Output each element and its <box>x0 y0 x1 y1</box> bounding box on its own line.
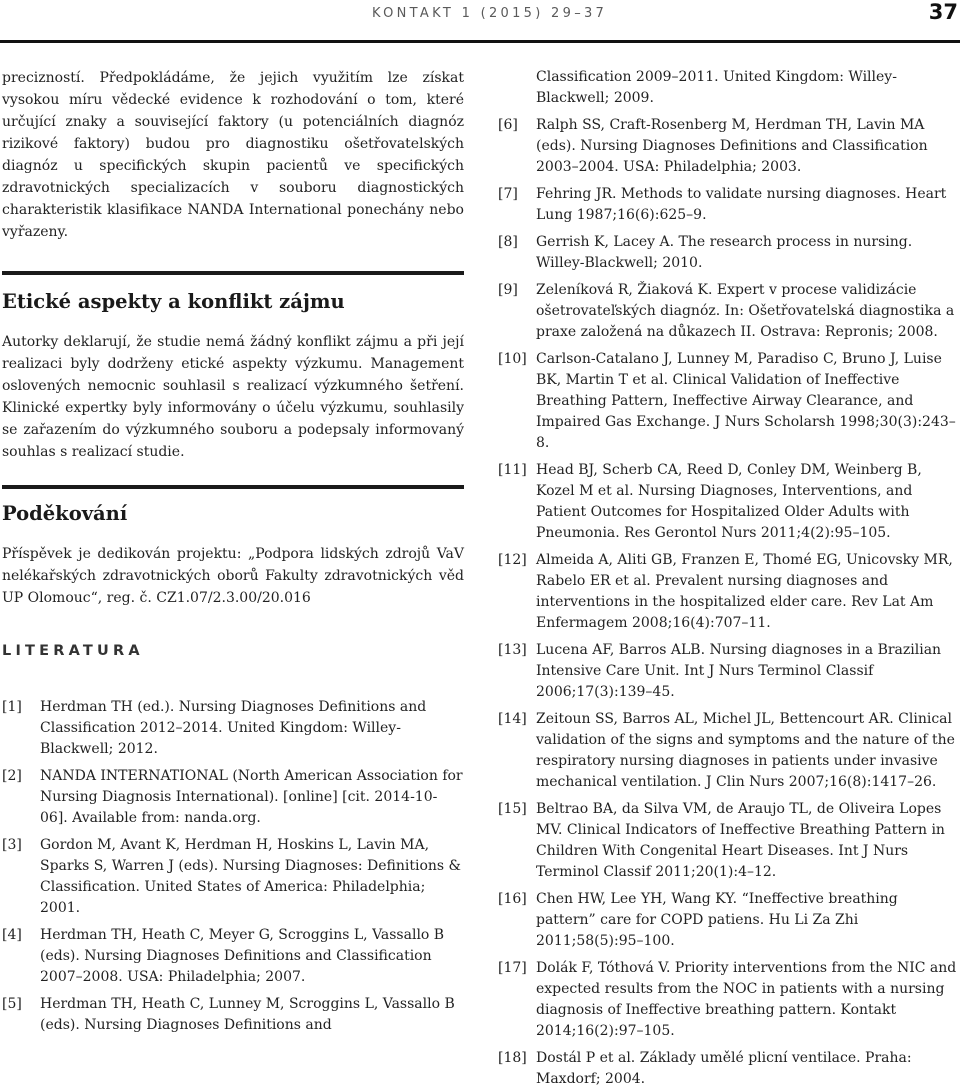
reference-text: Ralph SS, Craft-Rosenberg M, Herdman TH, Lavin MA (eds). Nursing Diagnoses Definitions and Classification 2003–2004. USA: Philadelphia; 2003. <box>536 117 928 175</box>
reference-item <box>498 184 958 226</box>
reference-item <box>2 994 464 1036</box>
reference-number: [18] <box>498 1050 527 1066</box>
reference-text: Chen HW, Lee YH, Wang KY. “Ineffective breathing pattern” care for COPD patiens. Hu Li Za Zhi 2011;58(5):95–100. <box>536 891 898 949</box>
acknowledgement-paragraph: Příspěvek je dedikován projektu: „Podpora lidských zdrojů VaV nelékařských zdravotnických oborů Fakulty zdravotnických věd UP Olomouc“, reg. č. CZ1.07/2.3.00/20.016 <box>2 546 464 606</box>
reference-number: [8] <box>498 234 518 250</box>
reference-number: [16] <box>498 891 527 907</box>
reference-number: [6] <box>498 117 518 133</box>
reference-item <box>2 766 464 829</box>
running-head: KONTAKT 1 (2015) 29–37 <box>372 6 608 21</box>
reference-text: Dostál P et al. Základy umělé plicní ventilace. Praha: Maxdorf; 2004. <box>536 1050 912 1087</box>
reference-text: Carlson-Catalano J, Lunney M, Paradiso C, Bruno J, Luise BK, Martin T et al. Clinical Validation of Ineffective Breathing Pattern, Ineffective Airway Clearance, and Impaired Gas Exchange. J Nurs Scholarsh 1998;30(3):243–8. <box>536 351 956 451</box>
reference-number: [11] <box>498 462 527 478</box>
reference-number: [3] <box>2 837 22 853</box>
reference-text: Herdman TH (ed.). Nursing Diagnoses Definitions and Classification 2012–2014. United Kingdom: Willey-Blackwell; 2012. <box>40 699 427 757</box>
reference-number: [7] <box>498 186 518 202</box>
reference-number: [17] <box>498 960 527 976</box>
reference-text: NANDA INTERNATIONAL (North American Association for Nursing Diagnosis International). [online] [cit. 2014-10-06]. Available from: nanda.org. <box>40 768 463 826</box>
reference-item <box>498 349 958 454</box>
page-number: 37 <box>928 0 958 24</box>
reference-item <box>2 697 464 760</box>
reference-text: Fehring JR. Methods to validate nursing diagnoses. Heart Lung 1987;16(6):625–9. <box>536 186 947 223</box>
reference-text: Lucena AF, Barros ALB. Nursing diagnoses in a Brazilian Intensive Care Unit. Int J Nurs Terminol Classif 2006;17(3):139–45. <box>536 642 942 700</box>
reference-item <box>498 550 958 634</box>
header-rule <box>0 40 960 43</box>
reference-item <box>498 640 958 703</box>
reference-number: [4] <box>2 927 22 943</box>
reference-number: [10] <box>498 351 527 367</box>
reference-number: [2] <box>2 768 22 784</box>
reference-number: [5] <box>2 996 22 1012</box>
reference-number: [1] <box>2 699 22 715</box>
reference-item <box>498 1048 958 1090</box>
left-column <box>2 67 464 1036</box>
reference-number: [15] <box>498 801 527 817</box>
reference-item <box>498 958 958 1042</box>
reference-list-right <box>498 115 958 1090</box>
acknowledgement-section-title: Poděkování <box>2 502 128 525</box>
reference-number: [12] <box>498 552 527 568</box>
reference-text: Beltrao BA, da Silva VM, de Araujo TL, de Oliveira Lopes MV. Clinical Indicators of Ineffective Breathing Pattern in Children With Congenital Heart Diseases. Int J Nurs Terminol Classif 2011;20(1):4–12. <box>536 801 945 880</box>
reference-text: Zeitoun SS, Barros AL, Michel JL, Bettencourt AR. Clinical validation of the signs and symptoms and the nature of the respiratory nursing diagnoses in patients under invasive mechanical ventilation. J Clin Nurs 2007;16(8):1417–26. <box>536 711 955 790</box>
reference-number: [14] <box>498 711 527 727</box>
reference-text: Herdman TH, Heath C, Meyer G, Scroggins L, Vassallo B (eds). Nursing Diagnoses Definitions and Classification 2007–2008. USA: Philadelphia; 2007. <box>40 927 445 985</box>
reference-continuation: Classification 2009–2011. United Kingdom: Willey-Blackwell; 2009. <box>536 69 897 106</box>
reference-item <box>2 835 464 919</box>
reference-item <box>498 115 958 178</box>
ethics-section-title: Etické aspekty a konflikt zájmu <box>2 290 345 313</box>
literature-heading: LITERATURA <box>2 643 144 659</box>
reference-number: [9] <box>498 282 518 298</box>
intro-paragraph: precizností. Předpokládáme, že jejich využitím lze získat vysokou míru vědecké evidence k rozhodování o tom, které určující znaky a související faktory (u potenciálních diagnóz rizikové faktory) budou pro diagnostiku ošetřovatelských diagnóz u specifických skupin pacientů ve specifických zdravotnických specializacích v souboru diagnostických charakteristik klasifikace NANDA International ponechány nebo vyřazeny. <box>2 70 464 240</box>
reference-item <box>498 709 958 793</box>
reference-text: Gerrish K, Lacey A. The research process in nursing. Willey-Blackwell; 2010. <box>536 234 913 271</box>
reference-number: [13] <box>498 642 527 658</box>
reference-item <box>498 232 958 274</box>
reference-list-left <box>2 697 464 1036</box>
reference-item <box>498 280 958 343</box>
reference-text: Herdman TH, Heath C, Lunney M, Scroggins L, Vassallo B (eds). Nursing Diagnoses Definitions and <box>40 996 455 1033</box>
reference-item <box>498 889 958 952</box>
reference-text: Gordon M, Avant K, Herdman H, Hoskins L, Lavin MA, Sparks S, Warren J (eds). Nursing Diagnoses: Definitions & Classification. United States of America: Philadelphia; 2001. <box>40 837 461 916</box>
ethics-paragraph: Autorky deklarují, že studie nemá žádný konflikt zájmu a při její realizaci byly dodrženy etické aspekty výzkumu. Management oslovených nemocnic souhlasil s realizací výzkumného šetření. Klinické expertky byly informovány o účelu výzkumu, souhlasily se zařazením do výzkumného souboru a podepsaly informovaný souhlas s realizací studie. <box>2 334 464 460</box>
reference-item <box>2 925 464 988</box>
reference-text: Head BJ, Scherb CA, Reed D, Conley DM, Weinberg B, Kozel M et al. Nursing Diagnoses, Interventions, and Patient Outcomes for Hospitalized Older Adults with Pneumonia. Res Gerontol Nurs 2011;4(2):95–105. <box>536 462 922 541</box>
reference-item <box>498 460 958 544</box>
reference-text: Zeleníková R, Žiaková K. Expert v procese validizácie ošetrovateľských diagnóz. In: Ošetřovatelská diagnostika a praxe založená na důkazech II. Ostrava: Repronis; 2008. <box>536 282 955 340</box>
reference-text: Dolák F, Tóthová V. Priority interventions from the NIC and expected results from the NOC in patients with a nursing diagnosis of Ineffective breathing pattern. Kontakt 2014;16(2):97–105. <box>536 960 957 1039</box>
reference-text: Almeida A, Aliti GB, Franzen E, Thomé EG, Unicovsky MR, Rabelo ER et al. Prevalent nursing diagnoses and interventions in the hospitalized elder care. Rev Lat Am Enfermagem 2008;16(4):707–11. <box>536 552 953 631</box>
reference-item <box>498 799 958 883</box>
right-column <box>498 67 958 1090</box>
